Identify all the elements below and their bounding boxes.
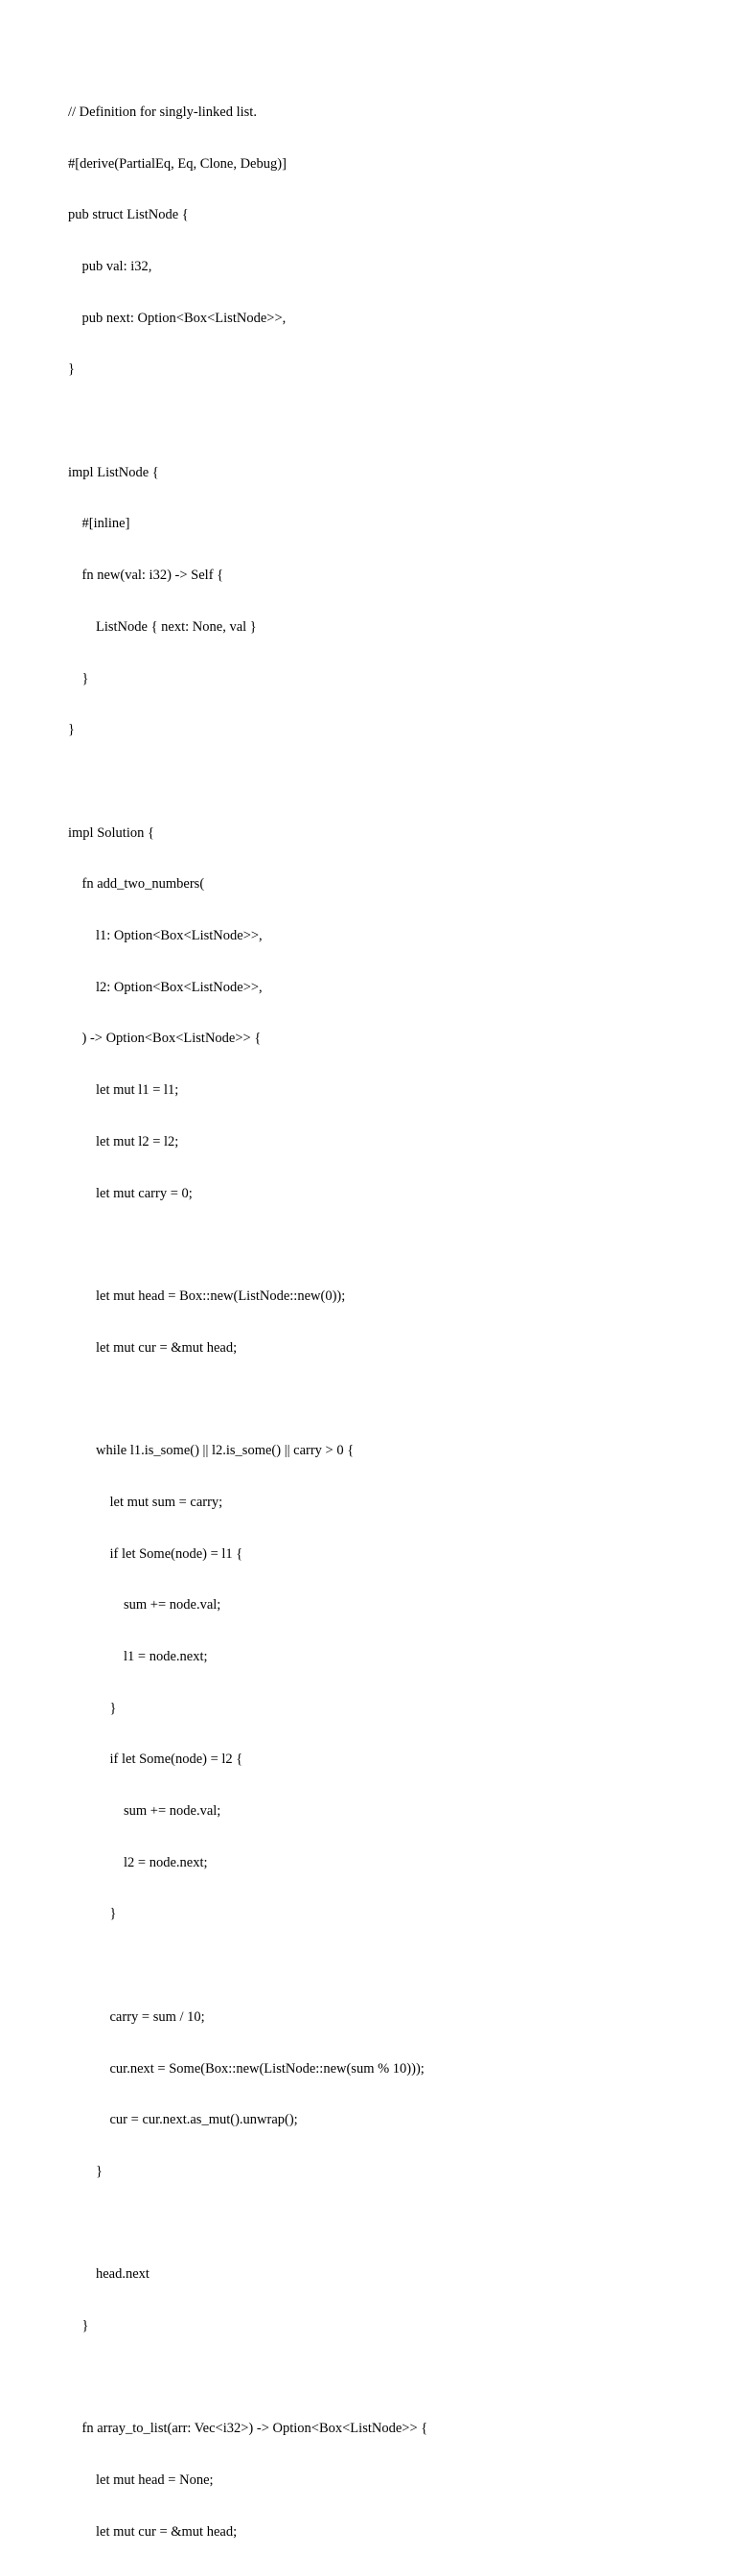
code-line: let mut l2 = l2; xyxy=(68,1133,179,1149)
code-line xyxy=(68,2370,720,2387)
code-line xyxy=(68,774,720,791)
code-line: head.next xyxy=(68,2266,150,2283)
code-line xyxy=(68,2216,720,2233)
code-line: cur = cur.next.as_mut().unwrap(); xyxy=(68,2112,298,2128)
code-block xyxy=(68,70,720,2576)
code-line: let mut cur = &mut head; xyxy=(68,2523,238,2540)
code-line: carry = sum / 10; xyxy=(68,2008,205,2025)
code-line: impl ListNode { xyxy=(68,464,159,480)
code-line: let mut sum = carry; xyxy=(68,1494,223,1510)
code-line: ListNode { next: None, val } xyxy=(68,618,257,635)
code-line: impl Solution { xyxy=(68,824,154,841)
code-line: sum += node.val; xyxy=(68,1597,221,1613)
code-line: fn add_two_numbers( xyxy=(68,876,205,893)
code-line xyxy=(68,1391,720,1408)
code-line: l2: Option<Box<ListNode>>, xyxy=(68,979,263,995)
code-line: sum += node.val; xyxy=(68,1803,221,1820)
code-line: l2 = node.next; xyxy=(68,1854,208,1870)
code-line: if let Some(node) = l2 { xyxy=(68,1752,243,1768)
code-line: l1 = node.next; xyxy=(68,1648,208,1664)
code-line: ) -> Option<Box<ListNode>> { xyxy=(68,1031,262,1047)
code-line: let mut head = None; xyxy=(68,2472,214,2489)
code-line: l1: Option<Box<ListNode>>, xyxy=(68,928,263,944)
code-line: fn array_to_list(arr: Vec<i32>) -> Option<Box<ListNode>> { xyxy=(68,2421,428,2437)
code-line: let mut l1 = l1; xyxy=(68,1082,179,1099)
code-line: fn new(val: i32) -> Self { xyxy=(68,568,224,584)
code-line: } xyxy=(68,670,89,686)
code-line: #[derive(PartialEq, Eq, Clone, Debug)] xyxy=(68,155,287,172)
code-line: pub struct ListNode { xyxy=(68,207,189,223)
code-line: pub val: i32, xyxy=(68,258,152,274)
code-line: pub next: Option<Box<ListNode>>, xyxy=(68,310,287,326)
code-line xyxy=(68,1958,720,1975)
code-line: #[inline] xyxy=(68,516,130,532)
code-line: } xyxy=(68,1700,117,1716)
code-line: // Definition for singly-linked list. xyxy=(68,104,257,120)
code-line: let mut carry = 0; xyxy=(68,1185,193,1201)
code-line xyxy=(68,413,720,430)
code-line: } xyxy=(68,361,75,378)
code-line: cur.next = Some(Box::new(ListNode::new(sum % 10))); xyxy=(68,2060,425,2077)
code-line: while l1.is_some() || l2.is_some() || carry > 0 { xyxy=(68,1443,355,1459)
code-line: if let Some(node) = l1 { xyxy=(68,1545,243,1562)
code-line: } xyxy=(68,2163,103,2179)
code-line: let mut cur = &mut head; xyxy=(68,1339,238,1356)
code-line xyxy=(68,1237,720,1254)
code-line: } xyxy=(68,2318,89,2334)
code-line: } xyxy=(68,722,75,738)
code-line: let mut head = Box::new(ListNode::new(0)); xyxy=(68,1288,346,1304)
code-line: } xyxy=(68,1906,117,1922)
